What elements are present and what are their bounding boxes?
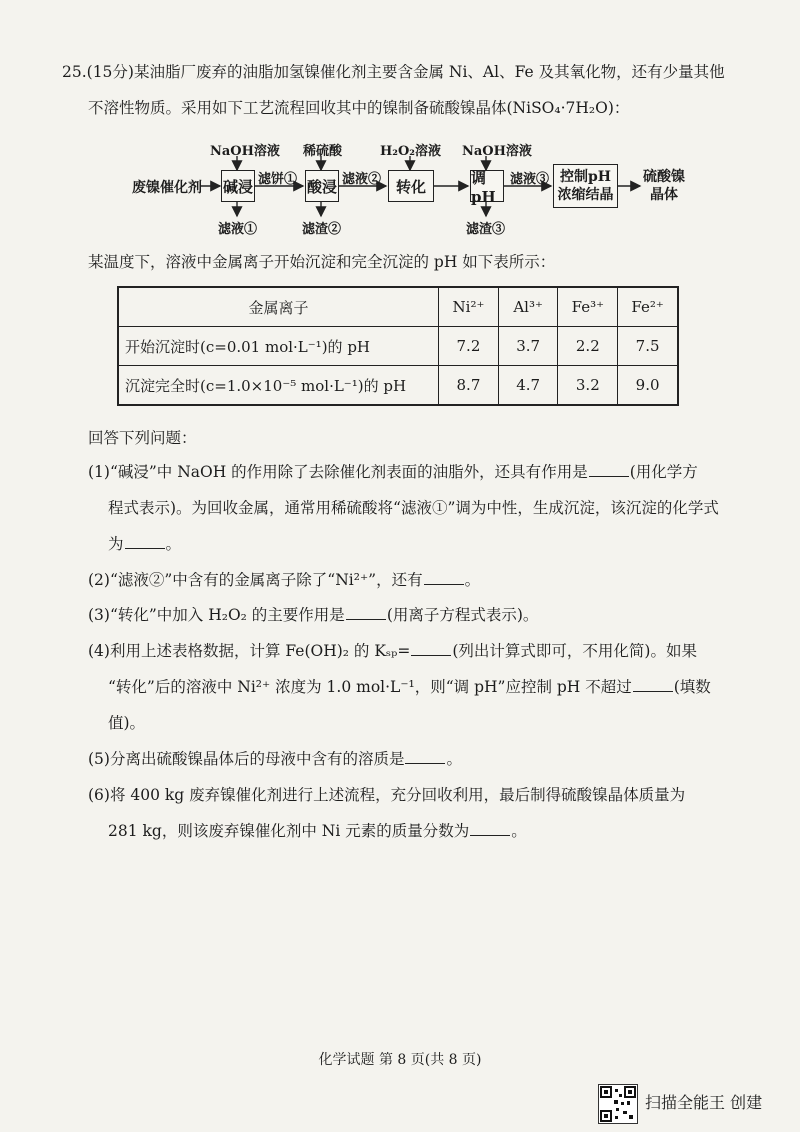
q5-blank — [405, 749, 445, 764]
table-cell: 7.5 — [618, 327, 678, 366]
product-line1: 硫酸镍 — [643, 169, 685, 185]
q6-blank — [470, 821, 510, 836]
q6-text-b: 281 kg，则该废弃镍催化剂中 Ni 元素的质量分数为 — [108, 822, 470, 840]
q4-line2 — [108, 677, 711, 697]
scanner-watermark: 扫描全能王 创建 — [645, 1093, 763, 1112]
filtrate-1-label: 滤液① — [218, 222, 258, 237]
q1-line2: 程式表示)。为回收金属，通常用稀硫酸将“滤液①”调为中性，生成沉淀，该沉淀的化学式 — [108, 499, 719, 517]
q5-text-b: 。 — [446, 750, 462, 768]
row-label: 开始沉淀时(c=0.01 mol·L⁻¹)的 pH — [118, 327, 439, 366]
q3-line — [88, 605, 538, 625]
residue-2-label: 滤渣② — [302, 222, 342, 237]
q2-text-a: (2)“滤液②”中含有的金属离子除了“Ni²⁺”，还有 — [88, 571, 423, 589]
reagent-h2o2: H₂O₂溶液 — [380, 144, 441, 159]
reagent-naoh-1: NaOH溶液 — [210, 144, 280, 159]
q5-text-a: (5)分离出硫酸镍晶体后的母液中含有的溶质是 — [88, 750, 405, 768]
q4-text-a: (4)利用上述表格数据，计算 Fe(OH)₂ 的 Kₛₚ= — [88, 642, 411, 660]
step-adjust-ph: 调pH — [470, 170, 504, 202]
table-row — [118, 327, 678, 366]
precipitation-ph-table — [117, 286, 679, 406]
page-footer: 化学试题 第 8 页(共 8 页) — [318, 1052, 482, 1068]
q1-text-a: (1)“碱浸”中 NaOH 的作用除了去除催化剂表面的油脂外，还具有作用是 — [88, 463, 588, 481]
q6-line1: (6)将 400 kg 废弃镍催化剂进行上述流程，充分回收利用，最后制得硫酸镍晶体质量为 — [88, 786, 686, 804]
question-intro-line1: 25.(15分)某油脂厂废弃的油脂加氢镍催化剂主要含金属 Ni、Al、Fe 及其氧化物，还有少量其他 — [62, 63, 725, 81]
q2-line — [88, 570, 480, 590]
table-header-row — [118, 287, 678, 327]
q4-text-d: (填数 — [673, 678, 711, 696]
reagent-dilute-sulfuric: 稀硫酸 — [303, 144, 343, 159]
table-cell: 7.2 — [439, 327, 499, 366]
q5-line — [88, 749, 462, 769]
row-label: 沉淀完全时(c=1.0×10⁻⁵ mol·L⁻¹)的 pH — [118, 366, 439, 406]
q1-line1 — [88, 462, 698, 482]
q4-line3: 值)。 — [108, 714, 146, 732]
step5-line2: 浓缩结晶 — [557, 187, 614, 203]
q4-line1 — [88, 641, 697, 661]
q1-text-b: (用化学方 — [629, 463, 698, 481]
filter-cake-1-label: 滤饼① — [258, 172, 298, 187]
flow-arrows — [0, 0, 800, 260]
q3-text-b: (用离子方程式表示)。 — [386, 606, 539, 624]
header-al: Al³⁺ — [498, 287, 558, 327]
table-cell: 2.2 — [558, 327, 618, 366]
reagent-naoh-2: NaOH溶液 — [462, 144, 532, 159]
table-cell: 9.0 — [618, 366, 678, 406]
step5-line1: 控制pH — [559, 169, 612, 185]
q3-blank — [346, 605, 386, 620]
residue-3-label: 滤渣③ — [466, 222, 506, 237]
table-cell: 4.7 — [498, 366, 558, 406]
table-cell: 3.7 — [498, 327, 558, 366]
table-row — [118, 366, 678, 406]
q4-text-c: “转化”后的溶液中 Ni²⁺ 浓度为 1.0 mol·L⁻¹，则“调 pH”应控制 pH 不超过 — [108, 678, 632, 696]
q2-text-b: 。 — [464, 571, 481, 589]
header-ni: Ni²⁺ — [439, 287, 499, 327]
step-acid-leach: 酸浸 — [305, 170, 339, 202]
qr-code-icon — [598, 1084, 638, 1124]
q1-text-e: 。 — [165, 535, 182, 553]
flow-start-label: 废镍催化剂 — [132, 180, 202, 196]
q3-text-a: (3)“转化”中加入 H₂O₂ 的主要作用是 — [88, 606, 345, 624]
q4-blank-1 — [411, 641, 451, 656]
answer-prompt: 回答下列问题： — [88, 429, 197, 447]
filtrate-2-label: 滤液② — [342, 172, 382, 187]
step-conversion: 转化 — [388, 170, 434, 202]
header-fe3: Fe³⁺ — [558, 287, 618, 327]
table-intro: 某温度下，溶液中金属离子开始沉淀和完全沉淀的 pH 如下表所示： — [88, 253, 556, 271]
question-intro-line2: 不溶性物质。采用如下工艺流程回收其中的镍制备硫酸镍晶体(NiSO₄·7H₂O)： — [88, 99, 630, 117]
product-label — [643, 168, 685, 204]
header-fe2: Fe²⁺ — [618, 287, 678, 327]
filtrate-3-label: 滤液③ — [510, 172, 550, 187]
product-line2: 晶体 — [650, 187, 678, 203]
q4-blank-2 — [633, 677, 673, 692]
q1-blank-1 — [589, 462, 629, 477]
q1-blank-2 — [125, 534, 165, 549]
header-metal-ion: 金属离子 — [118, 287, 439, 327]
q1-line3 — [108, 534, 181, 554]
q6-line2 — [108, 821, 527, 841]
q6-text-c: 。 — [511, 822, 527, 840]
q1-text-d: 为 — [108, 535, 124, 553]
step-alkali-leach: 碱浸 — [221, 170, 255, 202]
step-control-ph-crystallize — [553, 164, 618, 208]
q2-blank — [424, 570, 464, 585]
q4-text-b: (列出计算式即可，不用化简)。如果 — [452, 642, 697, 660]
table-cell: 8.7 — [439, 366, 499, 406]
table-cell: 3.2 — [558, 366, 618, 406]
